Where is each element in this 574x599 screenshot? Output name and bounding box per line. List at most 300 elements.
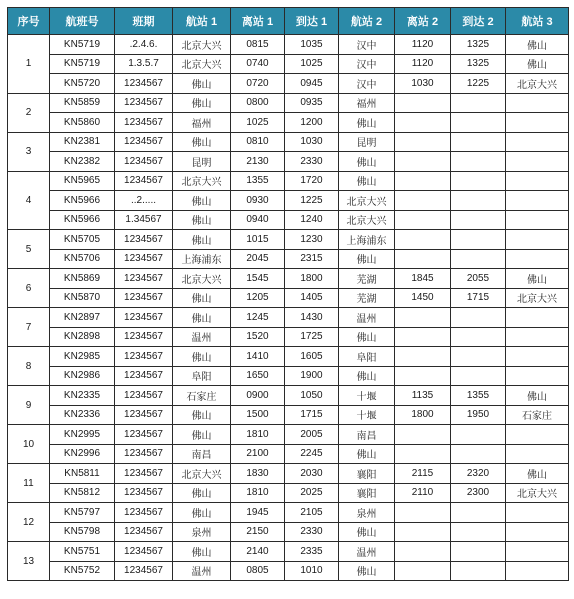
arrive-1-cell: 0935: [285, 93, 339, 113]
depart-1-cell: 1025: [231, 113, 285, 133]
schedule-cell: 1234567: [115, 386, 173, 406]
arrive-2-cell: [451, 425, 506, 445]
table-row: [8, 503, 569, 523]
depart-1-cell: 1650: [231, 366, 285, 386]
table-row: [8, 191, 569, 211]
flight-no-cell: KN5719: [50, 35, 115, 55]
arrive-2-cell: [451, 191, 506, 211]
schedule-cell: .2.4.6.: [115, 35, 173, 55]
schedule-cell: 1234567: [115, 483, 173, 503]
station-3-cell: 北京大兴: [506, 74, 569, 94]
station-3-cell: [506, 308, 569, 328]
station-3-cell: 佛山: [506, 464, 569, 484]
table-row: [8, 230, 569, 250]
station-2-cell: 昆明: [339, 132, 395, 152]
station-3-cell: [506, 113, 569, 133]
station-2-cell: 襄阳: [339, 483, 395, 503]
arrive-1-cell: 0945: [285, 74, 339, 94]
seq-cell: 2: [8, 93, 50, 132]
schedule-cell: 1234567: [115, 347, 173, 367]
schedule-cell: 1234567: [115, 308, 173, 328]
depart-2-cell: [395, 249, 451, 269]
flight-schedule-table: [7, 7, 569, 581]
schedule-cell: 1234567: [115, 464, 173, 484]
flight-no-cell: KN5752: [50, 561, 115, 581]
depart-2-cell: [395, 366, 451, 386]
depart-2-cell: [395, 210, 451, 230]
station-3-cell: 石家庄: [506, 405, 569, 425]
station-3-cell: [506, 230, 569, 250]
table-row: [8, 308, 569, 328]
station-3-cell: [506, 191, 569, 211]
station-1-cell: 温州: [173, 327, 231, 347]
schedule-cell: 1234567: [115, 288, 173, 308]
arrive-2-cell: 1325: [451, 35, 506, 55]
station-3-cell: 佛山: [506, 386, 569, 406]
station-1-cell: 佛山: [173, 425, 231, 445]
table-row: [8, 171, 569, 191]
arrive-1-cell: 1240: [285, 210, 339, 230]
flight-no-cell: KN5860: [50, 113, 115, 133]
station-2-cell: 温州: [339, 308, 395, 328]
station-1-cell: 佛山: [173, 308, 231, 328]
schedule-cell: 1234567: [115, 93, 173, 113]
depart-1-cell: 0720: [231, 74, 285, 94]
table-row: [8, 35, 569, 55]
station-2-cell: 北京大兴: [339, 210, 395, 230]
arrive-1-cell: 1800: [285, 269, 339, 289]
arrive-2-cell: 2320: [451, 464, 506, 484]
station-1-cell: 佛山: [173, 288, 231, 308]
station-1-cell: 佛山: [173, 132, 231, 152]
depart-1-cell: 2130: [231, 152, 285, 172]
flight-no-cell: KN5797: [50, 503, 115, 523]
flight-no-cell: KN5720: [50, 74, 115, 94]
arrive-1-cell: 1720: [285, 171, 339, 191]
station-2-cell: 汉中: [339, 35, 395, 55]
station-1-cell: 昆明: [173, 152, 231, 172]
station-3-cell: [506, 561, 569, 581]
depart-1-cell: 2140: [231, 542, 285, 562]
arrive-2-cell: [451, 171, 506, 191]
station-3-cell: [506, 522, 569, 542]
flight-no-cell: KN2996: [50, 444, 115, 464]
depart-2-cell: [395, 327, 451, 347]
station-3-cell: [506, 366, 569, 386]
station-1-cell: 佛山: [173, 542, 231, 562]
depart-1-cell: 1830: [231, 464, 285, 484]
arrive-1-cell: 1405: [285, 288, 339, 308]
station-1-cell: 南昌: [173, 444, 231, 464]
arrive-1-cell: 1225: [285, 191, 339, 211]
arrive-1-cell: 1200: [285, 113, 339, 133]
arrive-1-cell: 1605: [285, 347, 339, 367]
depart-2-cell: [395, 93, 451, 113]
station-2-cell: 北京大兴: [339, 191, 395, 211]
station-1-cell: 佛山: [173, 347, 231, 367]
depart-2-cell: 2110: [395, 483, 451, 503]
seq-cell: 13: [8, 542, 50, 581]
arrive-1-cell: 2315: [285, 249, 339, 269]
schedule-cell: 1234567: [115, 152, 173, 172]
flight-no-cell: KN5859: [50, 93, 115, 113]
station-1-cell: 福州: [173, 113, 231, 133]
header-station-3: 航站 3: [506, 8, 569, 35]
table-row: [8, 93, 569, 113]
depart-2-cell: [395, 191, 451, 211]
depart-1-cell: 1205: [231, 288, 285, 308]
station-2-cell: 佛山: [339, 113, 395, 133]
station-3-cell: 北京大兴: [506, 483, 569, 503]
schedule-cell: 1234567: [115, 503, 173, 523]
arrive-2-cell: 2055: [451, 269, 506, 289]
depart-1-cell: 2100: [231, 444, 285, 464]
depart-2-cell: 1135: [395, 386, 451, 406]
arrive-1-cell: 1900: [285, 366, 339, 386]
station-2-cell: 南昌: [339, 425, 395, 445]
station-1-cell: 泉州: [173, 522, 231, 542]
table-header: [8, 8, 569, 35]
station-2-cell: 佛山: [339, 522, 395, 542]
depart-1-cell: 1810: [231, 425, 285, 445]
schedule-cell: 1234567: [115, 444, 173, 464]
table-body: [8, 35, 569, 581]
depart-2-cell: [395, 522, 451, 542]
depart-2-cell: [395, 308, 451, 328]
station-2-cell: 佛山: [339, 366, 395, 386]
table-row: [8, 327, 569, 347]
station-1-cell: 佛山: [173, 210, 231, 230]
station-2-cell: 芜湖: [339, 269, 395, 289]
arrive-1-cell: 2105: [285, 503, 339, 523]
seq-cell: 3: [8, 132, 50, 171]
station-3-cell: [506, 444, 569, 464]
schedule-cell: 1234567: [115, 405, 173, 425]
depart-1-cell: 1520: [231, 327, 285, 347]
seq-cell: 7: [8, 308, 50, 347]
table-row: [8, 483, 569, 503]
schedule-cell: 1234567: [115, 522, 173, 542]
arrive-2-cell: [451, 542, 506, 562]
table-row: [8, 54, 569, 74]
depart-1-cell: 1015: [231, 230, 285, 250]
table-row: [8, 249, 569, 269]
flight-no-cell: KN5751: [50, 542, 115, 562]
arrive-2-cell: 1950: [451, 405, 506, 425]
flight-no-cell: KN2897: [50, 308, 115, 328]
depart-1-cell: 0740: [231, 54, 285, 74]
station-2-cell: 佛山: [339, 561, 395, 581]
table-row: [8, 425, 569, 445]
schedule-cell: 1234567: [115, 561, 173, 581]
table-row: [8, 522, 569, 542]
station-2-cell: 十堰: [339, 405, 395, 425]
station-2-cell: 汉中: [339, 54, 395, 74]
depart-1-cell: 1545: [231, 269, 285, 289]
table-row: [8, 347, 569, 367]
schedule-cell: 1234567: [115, 74, 173, 94]
station-3-cell: [506, 152, 569, 172]
depart-2-cell: [395, 542, 451, 562]
arrive-2-cell: [451, 132, 506, 152]
schedule-cell: 1234567: [115, 249, 173, 269]
seq-cell: 8: [8, 347, 50, 386]
arrive-1-cell: 1010: [285, 561, 339, 581]
schedule-cell: 1.34567: [115, 210, 173, 230]
station-3-cell: [506, 171, 569, 191]
seq-cell: 12: [8, 503, 50, 542]
station-3-cell: [506, 503, 569, 523]
depart-1-cell: 1355: [231, 171, 285, 191]
arrive-2-cell: 1225: [451, 74, 506, 94]
depart-2-cell: [395, 132, 451, 152]
station-1-cell: 阜阳: [173, 366, 231, 386]
schedule-cell: ..2.....: [115, 191, 173, 211]
arrive-2-cell: 1325: [451, 54, 506, 74]
station-3-cell: [506, 327, 569, 347]
table-row: [8, 288, 569, 308]
header-station-2: 航站 2: [339, 8, 395, 35]
seq-cell: 11: [8, 464, 50, 503]
station-1-cell: 北京大兴: [173, 54, 231, 74]
depart-2-cell: 1120: [395, 54, 451, 74]
station-2-cell: 上海浦东: [339, 230, 395, 250]
station-2-cell: 十堰: [339, 386, 395, 406]
arrive-2-cell: [451, 366, 506, 386]
seq-cell: 6: [8, 269, 50, 308]
arrive-2-cell: [451, 113, 506, 133]
arrive-2-cell: [451, 210, 506, 230]
arrive-2-cell: [451, 249, 506, 269]
seq-cell: 9: [8, 386, 50, 425]
schedule-cell: 1234567: [115, 269, 173, 289]
schedule-table-container: [7, 7, 569, 581]
arrive-1-cell: 1725: [285, 327, 339, 347]
schedule-cell: 1234567: [115, 171, 173, 191]
arrive-2-cell: [451, 308, 506, 328]
station-3-cell: [506, 249, 569, 269]
arrive-1-cell: 2005: [285, 425, 339, 445]
station-1-cell: 佛山: [173, 503, 231, 523]
station-3-cell: 佛山: [506, 54, 569, 74]
table-row: [8, 444, 569, 464]
depart-1-cell: 0930: [231, 191, 285, 211]
depart-2-cell: [395, 347, 451, 367]
flight-no-cell: KN2985: [50, 347, 115, 367]
depart-2-cell: 1800: [395, 405, 451, 425]
depart-1-cell: 1500: [231, 405, 285, 425]
station-2-cell: 佛山: [339, 152, 395, 172]
header-depart-2: 离站 2: [395, 8, 451, 35]
depart-1-cell: 1410: [231, 347, 285, 367]
arrive-2-cell: 2300: [451, 483, 506, 503]
schedule-cell: 1234567: [115, 230, 173, 250]
header-schedule: 班期: [115, 8, 173, 35]
table-row: [8, 405, 569, 425]
flight-no-cell: KN5965: [50, 171, 115, 191]
flight-no-cell: KN5705: [50, 230, 115, 250]
header-depart-1: 离站 1: [231, 8, 285, 35]
depart-2-cell: [395, 425, 451, 445]
arrive-2-cell: [451, 230, 506, 250]
depart-2-cell: [395, 171, 451, 191]
arrive-2-cell: [451, 522, 506, 542]
station-3-cell: [506, 132, 569, 152]
header-arrive-1: 到达 1: [285, 8, 339, 35]
schedule-cell: 1234567: [115, 425, 173, 445]
flight-no-cell: KN5811: [50, 464, 115, 484]
station-2-cell: 福州: [339, 93, 395, 113]
schedule-cell: 1234567: [115, 542, 173, 562]
station-2-cell: 襄阳: [339, 464, 395, 484]
depart-1-cell: 2045: [231, 249, 285, 269]
arrive-1-cell: 2330: [285, 152, 339, 172]
arrive-1-cell: 1025: [285, 54, 339, 74]
station-3-cell: 佛山: [506, 269, 569, 289]
table-row: [8, 269, 569, 289]
seq-cell: 4: [8, 171, 50, 230]
arrive-2-cell: [451, 152, 506, 172]
station-3-cell: [506, 210, 569, 230]
schedule-cell: 1234567: [115, 327, 173, 347]
arrive-2-cell: [451, 444, 506, 464]
station-1-cell: 佛山: [173, 191, 231, 211]
flight-no-cell: KN5812: [50, 483, 115, 503]
flight-no-cell: KN5869: [50, 269, 115, 289]
station-1-cell: 温州: [173, 561, 231, 581]
station-2-cell: 佛山: [339, 327, 395, 347]
arrive-1-cell: 1030: [285, 132, 339, 152]
station-1-cell: 上海浦东: [173, 249, 231, 269]
station-1-cell: 佛山: [173, 93, 231, 113]
station-1-cell: 北京大兴: [173, 464, 231, 484]
station-1-cell: 佛山: [173, 230, 231, 250]
station-1-cell: 佛山: [173, 483, 231, 503]
depart-1-cell: 2150: [231, 522, 285, 542]
arrive-1-cell: 1715: [285, 405, 339, 425]
depart-2-cell: [395, 444, 451, 464]
header-seq: 序号: [8, 8, 50, 35]
schedule-cell: 1.3.5.7: [115, 54, 173, 74]
arrive-1-cell: 1050: [285, 386, 339, 406]
depart-1-cell: 0815: [231, 35, 285, 55]
station-1-cell: 北京大兴: [173, 269, 231, 289]
table-row: [8, 366, 569, 386]
depart-2-cell: 1450: [395, 288, 451, 308]
flight-no-cell: KN5719: [50, 54, 115, 74]
header-station-1: 航站 1: [173, 8, 231, 35]
depart-2-cell: 1030: [395, 74, 451, 94]
station-3-cell: 佛山: [506, 35, 569, 55]
table-row: [8, 113, 569, 133]
arrive-2-cell: [451, 93, 506, 113]
station-1-cell: 北京大兴: [173, 35, 231, 55]
flight-no-cell: KN2335: [50, 386, 115, 406]
table-row: [8, 464, 569, 484]
depart-1-cell: 0900: [231, 386, 285, 406]
station-3-cell: [506, 425, 569, 445]
station-2-cell: 温州: [339, 542, 395, 562]
station-1-cell: 石家庄: [173, 386, 231, 406]
arrive-1-cell: 2245: [285, 444, 339, 464]
depart-2-cell: 1845: [395, 269, 451, 289]
table-row: [8, 386, 569, 406]
table-row: [8, 152, 569, 172]
flight-no-cell: KN2381: [50, 132, 115, 152]
depart-2-cell: [395, 152, 451, 172]
table-row: [8, 210, 569, 230]
depart-2-cell: [395, 503, 451, 523]
station-2-cell: 泉州: [339, 503, 395, 523]
depart-1-cell: 1810: [231, 483, 285, 503]
flight-no-cell: KN2898: [50, 327, 115, 347]
schedule-cell: 1234567: [115, 366, 173, 386]
flight-no-cell: KN2336: [50, 405, 115, 425]
flight-no-cell: KN5966: [50, 191, 115, 211]
station-2-cell: 佛山: [339, 249, 395, 269]
schedule-cell: 1234567: [115, 113, 173, 133]
depart-2-cell: [395, 230, 451, 250]
arrive-2-cell: [451, 327, 506, 347]
depart-1-cell: 1945: [231, 503, 285, 523]
depart-1-cell: 1245: [231, 308, 285, 328]
station-3-cell: [506, 93, 569, 113]
depart-1-cell: 0810: [231, 132, 285, 152]
station-3-cell: 北京大兴: [506, 288, 569, 308]
depart-2-cell: 2115: [395, 464, 451, 484]
table-row: [8, 561, 569, 581]
station-2-cell: 佛山: [339, 444, 395, 464]
depart-2-cell: [395, 113, 451, 133]
station-1-cell: 佛山: [173, 74, 231, 94]
flight-no-cell: KN5706: [50, 249, 115, 269]
arrive-2-cell: [451, 347, 506, 367]
arrive-1-cell: 1035: [285, 35, 339, 55]
table-row: [8, 542, 569, 562]
station-1-cell: 北京大兴: [173, 171, 231, 191]
arrive-1-cell: 2030: [285, 464, 339, 484]
arrive-1-cell: 2025: [285, 483, 339, 503]
flight-no-cell: KN5798: [50, 522, 115, 542]
header-arrive-2: 到达 2: [451, 8, 506, 35]
seq-cell: 10: [8, 425, 50, 464]
arrive-2-cell: [451, 561, 506, 581]
depart-1-cell: 0940: [231, 210, 285, 230]
arrive-1-cell: 1430: [285, 308, 339, 328]
depart-2-cell: [395, 561, 451, 581]
flight-no-cell: KN5966: [50, 210, 115, 230]
station-2-cell: 芜湖: [339, 288, 395, 308]
station-1-cell: 佛山: [173, 405, 231, 425]
station-3-cell: [506, 542, 569, 562]
flight-no-cell: KN2382: [50, 152, 115, 172]
seq-cell: 5: [8, 230, 50, 269]
arrive-1-cell: 2330: [285, 522, 339, 542]
flight-no-cell: KN2995: [50, 425, 115, 445]
depart-1-cell: 0800: [231, 93, 285, 113]
header-flight-no: 航班号: [50, 8, 115, 35]
depart-2-cell: 1120: [395, 35, 451, 55]
table-row: [8, 74, 569, 94]
station-2-cell: 汉中: [339, 74, 395, 94]
schedule-cell: 1234567: [115, 132, 173, 152]
arrive-1-cell: 1230: [285, 230, 339, 250]
seq-cell: 1: [8, 35, 50, 94]
station-3-cell: [506, 347, 569, 367]
flight-no-cell: KN2986: [50, 366, 115, 386]
depart-1-cell: 0805: [231, 561, 285, 581]
arrive-2-cell: 1355: [451, 386, 506, 406]
